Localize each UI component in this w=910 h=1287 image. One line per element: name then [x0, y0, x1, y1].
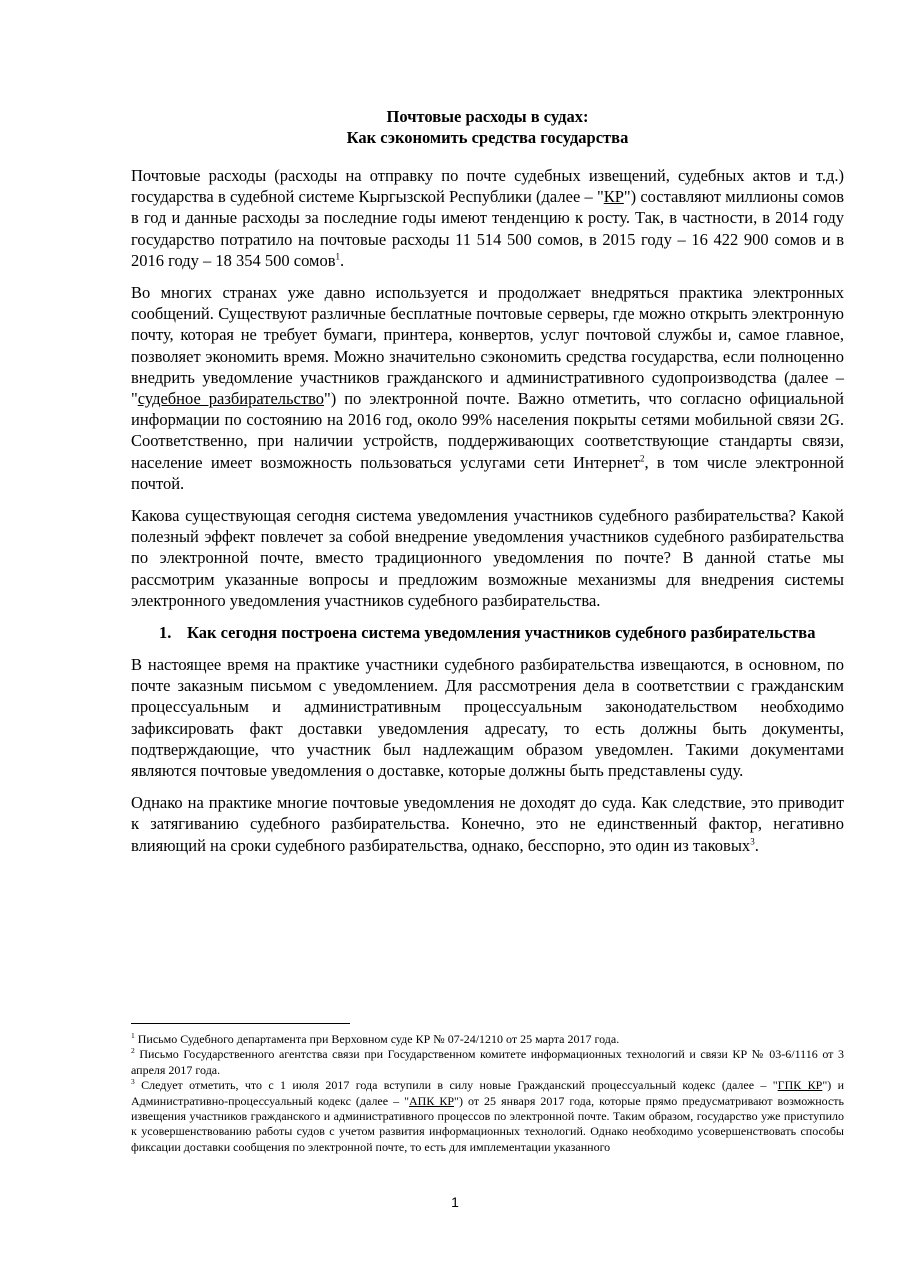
footnote-1-text: Письмо Судебного департамента при Верховном суде КР № 07-24/1210 от 25 марта 2017 года. — [134, 1032, 620, 1046]
footnote-2 — [131, 1047, 844, 1078]
title-line-2: Как сэкономить средства государства — [346, 128, 629, 147]
gpk-kr-link[interactable]: ГПК КР — [777, 1078, 823, 1093]
footnote-3-mark: 3 — [131, 1077, 135, 1087]
footnote-ref-3[interactable]: 3 — [750, 836, 755, 847]
footnote-1 — [131, 1032, 844, 1047]
paragraph-5-text-b: . — [754, 835, 759, 855]
section-1-number: 1. — [159, 623, 172, 643]
document-title — [131, 106, 844, 148]
paragraph-1 — [131, 165, 844, 271]
document-body — [131, 106, 844, 867]
footnote-1-mark: 1 — [131, 1031, 135, 1040]
paragraph-2 — [131, 282, 844, 494]
paragraph-2-text-a: Во многих странах уже давно используется и продолжает внедряться практика электронных сообщений. Существуют различные бесплатные почтовые серверы, где можно открыть электронную почту, которая не требует бумаги, принтера, конвертов, услуг почтовой службы и, самое главное, позволяет экономить время. Можно значительно сэкономить средства государства, если полноценно внедрить уведомление участников гражданского и административного судопроизводства (далее – " — [131, 283, 844, 409]
paragraph-5-text-a: Однако на практике многие почтовые уведомления не доходят до суда. Как следствие, это приводит к затягиванию судебного разбирательства. Конечно, это не единственный фактор, негативно влияющий на сроки судебного разбирательства, однако, бесспорно, это один из таковых — [131, 793, 844, 855]
footnote-separator — [131, 1023, 350, 1024]
apk-kr-link[interactable]: АПК КР — [409, 1093, 455, 1108]
paragraph-1-text-b: ") составляют миллионы сомов в год и данные расходы за последние годы имеют тенденцию к росту. Так, в частности, в 2014 году государство потратило на почтовые расходы 11 514 500 сомов, в 2015 году – 16 422 900 сомов и в 2016 году – 18 354 500 сомов — [131, 187, 844, 270]
footnote-2-text: Письмо Государственного агентства связи при Государственном комитете информационных технологий и связи КР № 03-6/1116 от 3 апреля 2017 года. — [131, 1047, 844, 1077]
footnotes — [131, 1032, 844, 1155]
section-1-title: Как сегодня построена система уведомления участников судебного разбирательства — [187, 623, 816, 643]
footnote-3-text-b: ") и Административно-процессуальный кодекс (далее – " — [131, 1078, 844, 1108]
paragraph-3: Какова существующая сегодня система уведомления участников судебного разбирательства? Какой полезный эффект повлечет за собой внедрение уведомления участников судебного разбирательства по электронной почте, вместо традиционного уведомления по почте? В данной статье мы рассмотрим указанные вопросы и предложим возможные механизмы для внедрения системы электронного уведомления участников судебного разбирательства. — [131, 506, 844, 610]
footnote-3-text-c: ") от 25 января 2017 года, которые прямо предусматривают возможность извещения участников гражданского и административного процессов по электронной почте. Таким образом, государство уже приступило к усовершенствованию работы судов с учетом развития информационных технологий. Однако необходимо усовершенствовать способы фиксации доставки сообщения по электронной почте, то есть для имплементации указанного — [131, 1093, 844, 1154]
paragraph-5 — [131, 792, 844, 856]
paragraph-1-text-c: . — [340, 250, 345, 270]
footnote-2-mark: 2 — [131, 1046, 135, 1056]
section-1-heading — [131, 622, 844, 643]
paragraph-4: В настоящее время на практике участники судебного разбирательства извещаются, в основном, по почте заказным письмом с уведомлением. Для рассмотрения дела в соответствии с гражданским процессуальным и административным процессуальным законодательством необходимо зафиксировать факт доставки уведомления адресату, то есть должны быть документы, подтверждающие, что участник был надлежащим образом уведомлен. Такими документами являются почтовые уведомления о доставке, которые должны быть представлены суду. — [131, 655, 844, 781]
paragraph-2-text-b: ") по электронной почте. Важно отметить, что согласно официальной информации по состоянию на 2016 год, около 99% населения покрыты сетями мобильной связи 2G. Соответственно, при наличии устройств, поддерживающих соответствующие стандарты связи, население имеет возможность пользоваться услугами сети Интернет — [131, 389, 844, 472]
title-line-1: Почтовые расходы в судах: — [386, 107, 589, 126]
court-proceedings-term-link[interactable]: судебное разбирательство — [137, 389, 324, 409]
footnote-3-text-a: Следует отметить, что с 1 июля 2017 года вступили в силу новые Гражданский процессуальный кодекс (далее – " — [134, 1078, 778, 1093]
paragraph-2-text-c: , в том числе электронной почтой. — [131, 452, 844, 493]
page-number: 1 — [451, 1194, 459, 1210]
paragraph-1-text-a: Почтовые расходы (расходы на отправку по почте судебных извещений, судебных актов и т.д.) государства в судебной системе Кыргызской Республики (далее – " — [131, 166, 844, 207]
footnote-ref-2[interactable]: 2 — [639, 453, 645, 464]
footnote-ref-1[interactable]: 1 — [335, 251, 341, 262]
footnote-3 — [131, 1078, 844, 1155]
kr-abbreviation-link[interactable]: КР — [603, 187, 624, 207]
